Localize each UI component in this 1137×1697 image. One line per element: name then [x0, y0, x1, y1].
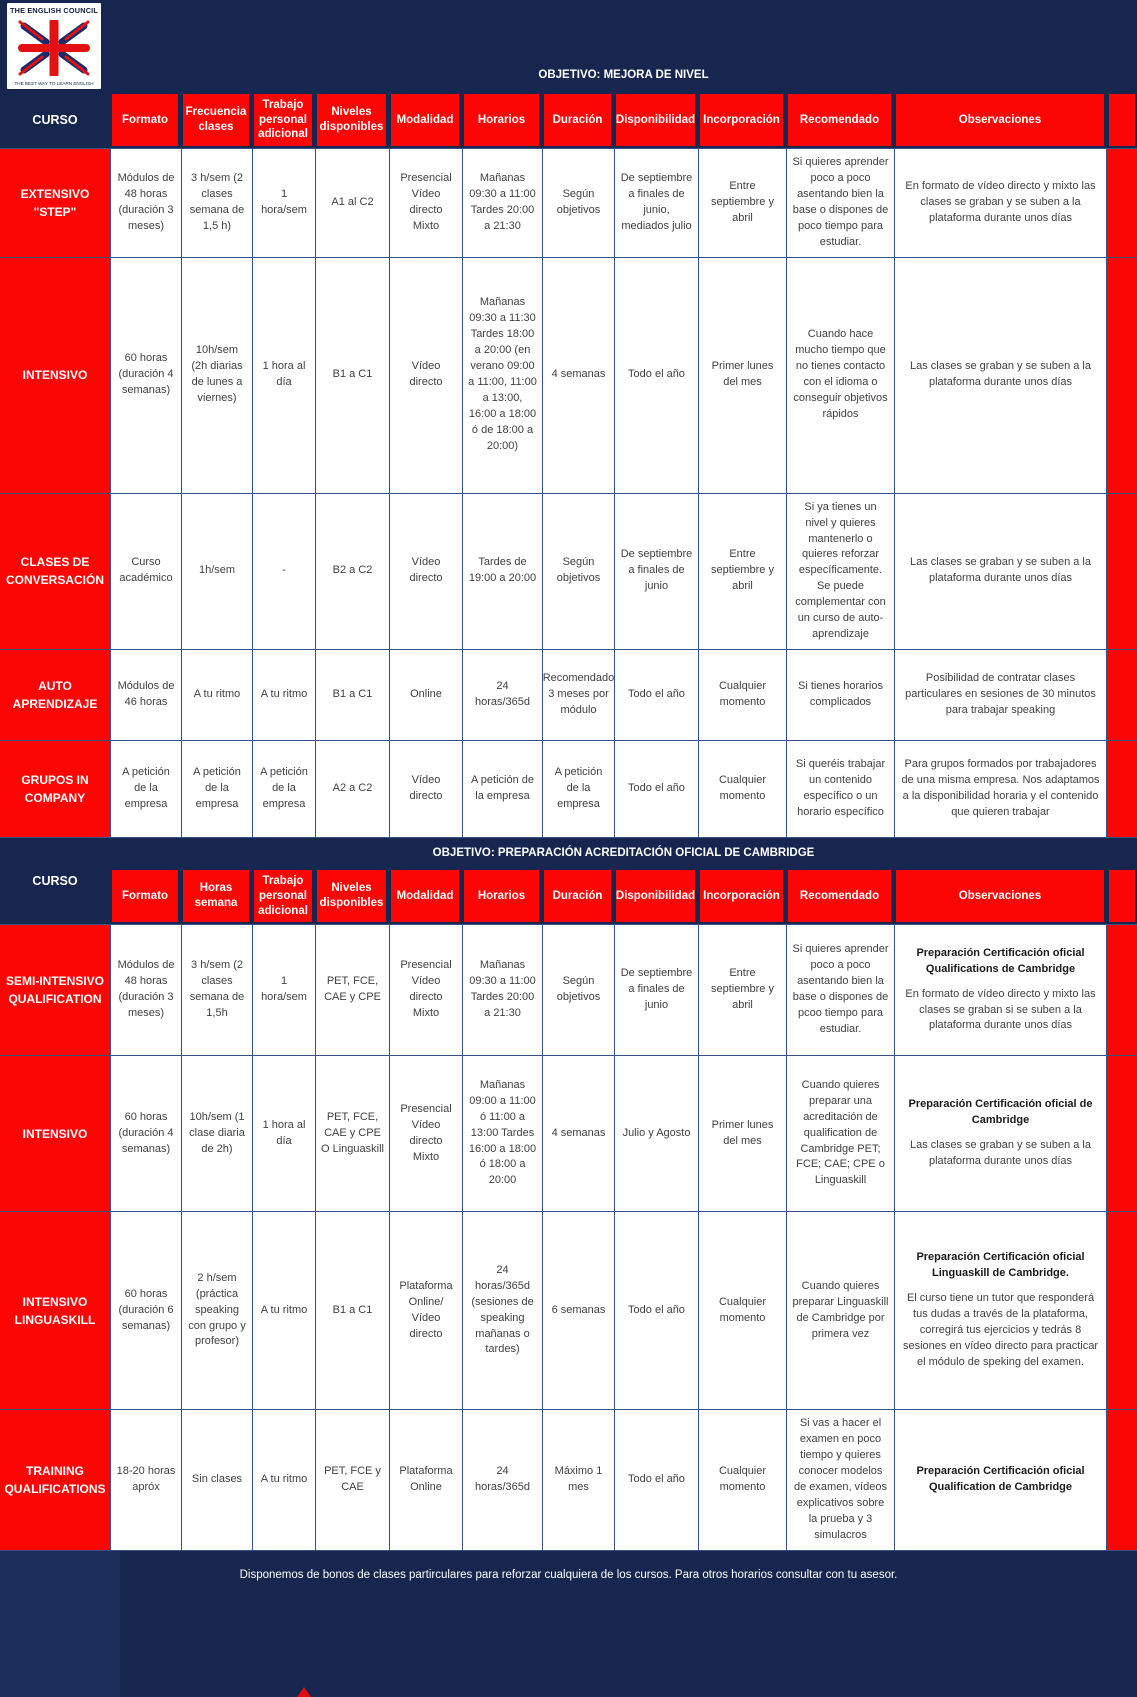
- table-cell: 4 semanas: [543, 258, 614, 493]
- table-cell: A petición de la empresa: [543, 741, 614, 837]
- table-cell: Entre septiembre y abril: [699, 149, 786, 257]
- course-cell: AUTO APRENDIZAJE: [0, 650, 110, 740]
- table-cell: Vídeo directo: [390, 258, 462, 493]
- bottom-cropped-logo-mark: [297, 1687, 311, 1697]
- red-strip-header: [1107, 92, 1137, 148]
- table-cell: 24 horas/365d: [463, 650, 542, 740]
- table-cell: Según objetivos: [543, 494, 614, 649]
- red-strip-cell: [1107, 1056, 1137, 1211]
- red-strip-cell: [1107, 925, 1137, 1055]
- course-cell: INTENSIVO: [0, 1056, 110, 1211]
- course-cell: CLASES DE CONVERSACIÓN: [0, 494, 110, 649]
- red-strip-cell: [1107, 741, 1137, 837]
- table-cell: Vídeo directo: [390, 494, 462, 649]
- table-cell: B1 a C1: [316, 258, 389, 493]
- table-cell: Plataforma Online: [390, 1410, 462, 1550]
- table-cell: Si ya tienes un nivel y quieres mantenerlo o quieres reforzar específicamente. Se puede complementar con un curso de auto-aprendizaje: [787, 494, 894, 649]
- header-cell: Observaciones: [894, 868, 1106, 924]
- table-cell: Mañanas 09:30 a 11:30 Tardes 18:00 a 20:00 (en verano 09:00 a 11:00, 11:00 a 13:00, 16:00 a 18:00 ó de 18:00 a 20:00): [463, 258, 542, 493]
- section-mejora-top: [0, 0, 1137, 148]
- table-cell: Si quieres aprender poco a poco asentando bien la base o dispones de poco tiempo para estudiar.: [787, 149, 894, 257]
- observation-text: El curso tiene un tutor que responderá tus dudas a través de la plataforma, corregirá tus ejercicios y tedrás 8 sesiones en vídeo directo para practicar el módulo de speking del examen.: [902, 1292, 1099, 1368]
- table-cell: Mañanas 09:30 a 11:00 Tardes 20:00 a 21:30: [463, 925, 542, 1055]
- table-cell: PET, FCE, CAE y CPE O Linguaskill: [316, 1056, 389, 1211]
- table-cell: Cuando quieres preparar Linguaskill de Cambridge por primera vez: [787, 1212, 894, 1409]
- table-cell: A tu ritmo: [182, 650, 252, 740]
- table-cell: Cuando quieres preparar una acreditación de qualification de Cambridge PET; FCE; CAE; CPE o Linguaskill: [787, 1056, 894, 1211]
- header-cell: Modalidad: [389, 92, 461, 148]
- header-cell: Horas semana: [181, 868, 251, 924]
- header-cell: Disponibilidad: [614, 868, 697, 924]
- table-cell: Las clases se graban y se suben a la plataforma durante unos días: [895, 494, 1106, 649]
- header-cell: Horarios: [462, 92, 541, 148]
- section-cambridge-right: [110, 838, 1137, 924]
- table-cell: 10h/sem (2h diarias de lunes a viernes): [182, 258, 252, 493]
- table-cell: PET, FCE, CAE y CPE: [316, 925, 389, 1055]
- header-cell: Recomendado: [786, 868, 893, 924]
- table-cell: A petición de la empresa: [463, 741, 542, 837]
- table-cell: Si queréis trabajar un contenido específico o un horario específico: [787, 741, 894, 837]
- red-strip-cell: [1107, 1212, 1137, 1409]
- table-cell: Julio y Agosto: [615, 1056, 698, 1211]
- course-cell: EXTENSIVO "STEP": [0, 149, 110, 257]
- course-cell: INTENSIVO: [0, 258, 110, 493]
- observation-bold-text: Preparación Certificación oficial Linguaskill de Cambridge.: [916, 1251, 1085, 1280]
- course-cell: GRUPOS IN COMPANY: [0, 741, 110, 837]
- table-cell: 3 h/sem (2 clases semana de 1,5 h): [182, 149, 252, 257]
- curso-header-label-2: CURSO: [32, 874, 78, 889]
- table-cell: Según objetivos: [543, 149, 614, 257]
- header-cell: Formato: [110, 92, 180, 148]
- header-row-1: [110, 92, 1137, 148]
- red-strip-cell: [1107, 1410, 1137, 1550]
- table-cell: 1 hora/sem: [253, 925, 315, 1055]
- header-cell: Frecuencia clases: [181, 92, 251, 148]
- table-cell: 1 hora al día: [253, 1056, 315, 1211]
- table-cell: Todo el año: [615, 1212, 698, 1409]
- table-body-mejora: [0, 148, 1137, 838]
- table-cell: Según objetivos: [543, 925, 614, 1055]
- header-cell: Formato: [110, 868, 180, 924]
- table-cell: Módulos de 48 horas (duración 3 meses): [111, 925, 181, 1055]
- header-cell: Recomendado: [786, 92, 893, 148]
- table-cell: Módulos de 46 horas: [111, 650, 181, 740]
- table-cell: PET, FCE y CAE: [316, 1410, 389, 1550]
- header-cell: Observaciones: [894, 92, 1106, 148]
- table-cell: Si vas a hacer el examen en poco tiempo y quieres conocer modelos de examen, vídeos explicativos sobre la prueba y 3 simulacros: [787, 1410, 894, 1550]
- table-cell: Plataforma Online/ Vídeo directo: [390, 1212, 462, 1409]
- table-cell: 24 horas/365d (sesiones de speaking mañanas o tardes): [463, 1212, 542, 1409]
- table-cell: Cualquier momento: [699, 1212, 786, 1409]
- table-cell: A petición de la empresa: [182, 741, 252, 837]
- table-cell: B2 a C2: [316, 494, 389, 649]
- table-cell: [895, 1410, 1106, 1550]
- section-title-cambridge: OBJETIVO: PREPARACIÓN ACREDITACIÓN OFICIAL DE CAMBRIDGE: [432, 847, 815, 860]
- table-cell: Para grupos formados por trabajadores de una misma empresa. Nos adaptamos a la disponibilidad horaria y el contenido que quieren trabajar: [895, 741, 1106, 837]
- header-cell: Horarios: [462, 868, 541, 924]
- table-cell: A2 a C2: [316, 741, 389, 837]
- red-strip-header: [1107, 868, 1137, 924]
- header-cell: Duración: [542, 868, 613, 924]
- header-cell: Duración: [542, 92, 613, 148]
- table-cell: Primer lunes del mes: [699, 258, 786, 493]
- table-cell: Primer lunes del mes: [699, 1056, 786, 1211]
- table-cell: Todo el año: [615, 741, 698, 837]
- course-cell: TRAINING QUALIFICATIONS: [0, 1410, 110, 1550]
- table-cell: Módulos de 48 horas (duración 3 meses): [111, 149, 181, 257]
- table-cell: A tu ritmo: [253, 1410, 315, 1550]
- table-cell: Mañanas 09:30 a 11:00 Tardes 20:00 a 21:30: [463, 149, 542, 257]
- table-cell: 2 h/sem (práctica speaking con grupo y profesor): [182, 1212, 252, 1409]
- footer-text: Disponemos de bonos de clases partirculares para reforzar cualquiera de los cursos. Para otros horarios consultar con tu asesor.: [239, 1568, 898, 1581]
- table-cell: 24 horas/365d: [463, 1410, 542, 1550]
- table-cell: Todo el año: [615, 650, 698, 740]
- section-mejora-right: [110, 0, 1137, 148]
- observation-bold-text: Preparación Certificación oficial Qualifications de Cambridge: [916, 946, 1085, 975]
- table-cell: 60 horas (duración 4 semanas): [111, 258, 181, 493]
- header-cell: Trabajo personal adicional: [252, 92, 314, 148]
- table-cell: Entre septiembre y abril: [699, 494, 786, 649]
- table-cell: A1 al C2: [316, 149, 389, 257]
- logo: [7, 3, 101, 89]
- table-cell: [895, 1212, 1106, 1409]
- table-cell: Entre septiembre y abril: [699, 925, 786, 1055]
- section-title-mejora: OBJETIVO: MEJORA DE NIVEL: [538, 69, 709, 81]
- table-cell: 60 horas (duración 6 semanas): [111, 1212, 181, 1409]
- table-cell: Cualquier momento: [699, 650, 786, 740]
- red-strip-cell: [1107, 650, 1137, 740]
- table-cell: Cualquier momento: [699, 741, 786, 837]
- table-cell: 60 horas (duración 4 semanas): [111, 1056, 181, 1211]
- logo-tagline: THE BEST WAY TO LEARN ENGLISH: [14, 81, 94, 86]
- table-cell: Online: [390, 650, 462, 740]
- table-cell: A petición de la empresa: [111, 741, 181, 837]
- table-cell: B1 a C1: [316, 1212, 389, 1409]
- table-cell: Cualquier momento: [699, 1410, 786, 1550]
- footer-band: [0, 1551, 1137, 1697]
- table-cell: Presencial Vídeo directo Mixto: [390, 925, 462, 1055]
- table-cell: Si quieres aprender poco a poco asentando bien la base o dispones de pcoo tiempo para estudiar.: [787, 925, 894, 1055]
- table-cell: Posibilidad de contratar clases particulares en sesiones de 30 minutos para trabajar speaking: [895, 650, 1106, 740]
- table-cell: Tardes de 19:00 a 20:00: [463, 494, 542, 649]
- table-cell: A tu ritmo: [253, 650, 315, 740]
- table-cell: [895, 925, 1106, 1055]
- observation-bold-text: Preparación Certificación oficial Qualification de Cambridge: [916, 1464, 1085, 1493]
- curso-header-label-1: CURSO: [32, 113, 78, 127]
- table-cell: Mañanas 09:00 a 11:00 ó 11:00 a 13:00 Tardes 16:00 a 18:00 ó 18:00 a 20:00: [463, 1056, 542, 1211]
- table-cell: 1 hora/sem: [253, 149, 315, 257]
- red-strip-cell: [1107, 494, 1137, 649]
- curso-column-header-2: [0, 838, 110, 924]
- table-body-cambridge: [0, 924, 1137, 1551]
- red-strip-cell: [1107, 149, 1137, 257]
- header-cell: Trabajo personal adicional: [252, 868, 314, 924]
- table-cell: [895, 1056, 1106, 1211]
- header-cell: Niveles disponibles: [315, 868, 388, 924]
- table-cell: 3 h/sem (2 clases semana de 1,5h: [182, 925, 252, 1055]
- observation-bold-text: Preparación Certificación oficial de Cambridge: [908, 1098, 1093, 1127]
- logo-title: THE ENGLISH COUNCIL: [9, 6, 99, 15]
- header-cell: Incorporación: [698, 92, 785, 148]
- table-cell: Recomendado 3 meses por módulo: [543, 650, 614, 740]
- header-cell: Modalidad: [389, 868, 461, 924]
- table-cell: Si tienes horarios complicados: [787, 650, 894, 740]
- observation-text: En formato de vídeo directo y mixto las clases se graban si se suben a la plataforma durante unos días: [905, 987, 1096, 1032]
- table-cell: 10h/sem (1 clase diaria de 2h): [182, 1056, 252, 1211]
- curso-column-header-1: [0, 0, 110, 148]
- table-cell: Presencial Vídeo directo Mixto: [390, 1056, 462, 1211]
- red-strip-cell: [1107, 258, 1137, 493]
- table-cell: Vídeo directo: [390, 741, 462, 837]
- table-cell: De septiembre a finales de junio, mediados julio: [615, 149, 698, 257]
- table-cell: A tu ritmo: [253, 1212, 315, 1409]
- table-cell: 4 semanas: [543, 1056, 614, 1211]
- course-cell: INTENSIVO LINGUASKILL: [0, 1212, 110, 1409]
- table-cell: De septiembre a finales de junio: [615, 494, 698, 649]
- table-cell: Cuando hace mucho tiempo que no tienes contacto con el idioma o conseguir objetivos rápidos: [787, 258, 894, 493]
- header-cell: Incorporación: [698, 868, 785, 924]
- table-cell: En formato de vídeo directo y mixto las clases se graban y se suben a la plataforma durante unos días: [895, 149, 1106, 257]
- table-cell: 1h/sem: [182, 494, 252, 649]
- table-cell: Sin clases: [182, 1410, 252, 1550]
- table-cell: 6 semanas: [543, 1212, 614, 1409]
- table-cell: A petición de la empresa: [253, 741, 315, 837]
- table-cell: Todo el año: [615, 1410, 698, 1550]
- course-cell: SEMI-INTENSIVO QUALIFICATION: [0, 925, 110, 1055]
- header-cell: Disponibilidad: [614, 92, 697, 148]
- table-cell: B1 a C1: [316, 650, 389, 740]
- header-cell: Niveles disponibles: [315, 92, 388, 148]
- table-cell: Máximo 1 mes: [543, 1410, 614, 1550]
- observation-text: Las clases se graban y se suben a la plataforma durante unos días: [909, 1139, 1091, 1167]
- table-cell: Las clases se graban y se suben a la plataforma durante unos días: [895, 258, 1106, 493]
- table-cell: 1 hora al día: [253, 258, 315, 493]
- table-cell: Curso académico: [111, 494, 181, 649]
- table-cell: Todo el año: [615, 258, 698, 493]
- table-cell: -: [253, 494, 315, 649]
- section-cambridge-top: [0, 838, 1137, 924]
- table-cell: De septiembre a finales de junio: [615, 925, 698, 1055]
- table-cell: Presencial Vídeo directo Mixto: [390, 149, 462, 257]
- header-row-2: [110, 868, 1137, 924]
- table-cell: 18-20 horas apróx: [111, 1410, 181, 1550]
- union-jack-flag-icon: [16, 20, 92, 76]
